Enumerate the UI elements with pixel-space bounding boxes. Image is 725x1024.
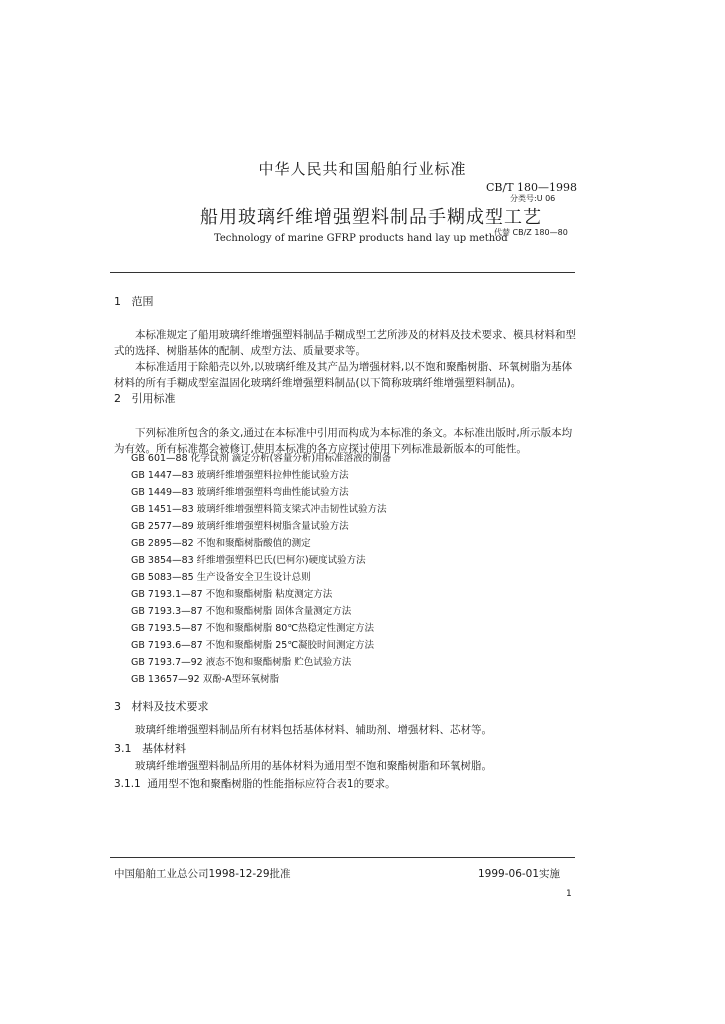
section-number: 2 (114, 392, 121, 405)
reference-item: GB 5083—85 生产设备安全卫生设计总则 (131, 572, 311, 583)
section-title: 引用标准 (131, 392, 176, 405)
section-1-paragraph-2: 本标准适用于除船壳以外,以玻璃纤维及其产品为增强材料,以不饱和聚酯树脂、环氧树脂为基体材料的所有手糊成型室温固化玻璃纤维增强塑料制品(以下简称玻璃纤维增强塑料制品)。 (114, 360, 573, 389)
section-title: 材料及技术要求 (131, 700, 209, 713)
section-3-paragraph-1: 玻璃纤维增强塑料制品所有材料包括基体材料、辅助剂、增强材料、芯材等。 (135, 724, 492, 736)
footer-divider (110, 857, 575, 858)
header-divider (110, 272, 575, 273)
replaces-note: 代替 CB/Z 180—80 (494, 228, 568, 237)
reference-item: GB 1451—83 玻璃纤维增强塑料简支梁式冲击韧性试验方法 (131, 504, 387, 515)
section-2-heading (114, 390, 176, 406)
document-title-english: Technology of marine GFRP products hand lay up method (214, 233, 508, 244)
subsection-title: 基体材料 (142, 742, 186, 755)
section-1-heading (114, 293, 154, 309)
reference-item: GB 1449—83 玻璃纤维增强塑料弯曲性能试验方法 (131, 487, 349, 498)
reference-item: GB 601—88 化学试剂 滴定分析(容量分析)用标准溶液的制备 (131, 453, 392, 464)
reference-item: GB 7193.6—87 不饱和聚酯树脂 25℃凝胶时间测定方法 (131, 640, 375, 651)
effective-date: 1999-06-01实施 (478, 868, 561, 880)
reference-item: GB 3854—83 纤维增强塑料巴氏(巴柯尔)硬度试验方法 (131, 555, 366, 566)
clause-number: 3.1.1 (114, 778, 141, 790)
reference-item: GB 1447—83 玻璃纤维增强塑料拉伸性能试验方法 (131, 470, 349, 481)
reference-item: GB 7193.7—92 液态不饱和聚酯树脂 贮色试验方法 (131, 657, 352, 668)
section-number: 1 (114, 295, 121, 308)
section-2-paragraph-1: 下列标准所包含的条文,通过在本标准中引用而构成为本标准的条文。本标准出版时,所示版本均为有效。所有标准都会被修订,使用本标准的各方应探讨使用下列标准最新版本的可能性。 (114, 426, 573, 455)
section-3-heading (114, 698, 209, 714)
clause-text: 通用型不饱和聚酯树脂的性能指标应符合表1的要求。 (147, 778, 396, 790)
reference-item: GB 7193.1—87 不饱和聚酯树脂 粘度测定方法 (131, 589, 333, 600)
subsection-number: 3.1 (114, 742, 132, 755)
reference-item: GB 7193.5—87 不饱和聚酯树脂 80℃热稳定性测定方法 (131, 623, 375, 634)
section-3-1-heading (114, 740, 186, 756)
org-title: 中华人民共和国船舶行业标准 (258, 160, 467, 178)
page-number: 1 (566, 889, 572, 899)
section-1-paragraph-1: 本标准规定了船用玻璃纤维增强塑料制品手糊成型工艺所涉及的材料及技术要求、模具材料和型式的选择、树脂基体的配制、成型方法、质量要求等。 (114, 328, 576, 357)
standard-code: CB/T 180—1998 (486, 181, 578, 194)
section-number: 3 (114, 700, 121, 713)
section-3-1-1-clause (114, 776, 396, 791)
section-title: 范围 (131, 295, 154, 308)
approval-note: 中国船舶工业总公司1998-12-29批准 (114, 868, 291, 880)
reference-item: GB 2895—82 不饱和聚酯树脂酸值的测定 (131, 538, 311, 549)
classification-number: 分类号:U 06 (510, 194, 556, 203)
reference-item: GB 13657—92 双酚-A型环氧树脂 (131, 674, 280, 685)
reference-item: GB 2577—89 玻璃纤维增强塑料树脂含量试验方法 (131, 521, 349, 532)
reference-item: GB 7193.3—87 不饱和聚酯树脂 固体含量测定方法 (131, 606, 352, 617)
document-title: 船用玻璃纤维增强塑料制品手糊成型工艺 (200, 207, 542, 228)
section-3-1-paragraph: 玻璃纤维增强塑料制品所用的基体材料为通用型不饱和聚酯树脂和环氧树脂。 (135, 760, 492, 772)
